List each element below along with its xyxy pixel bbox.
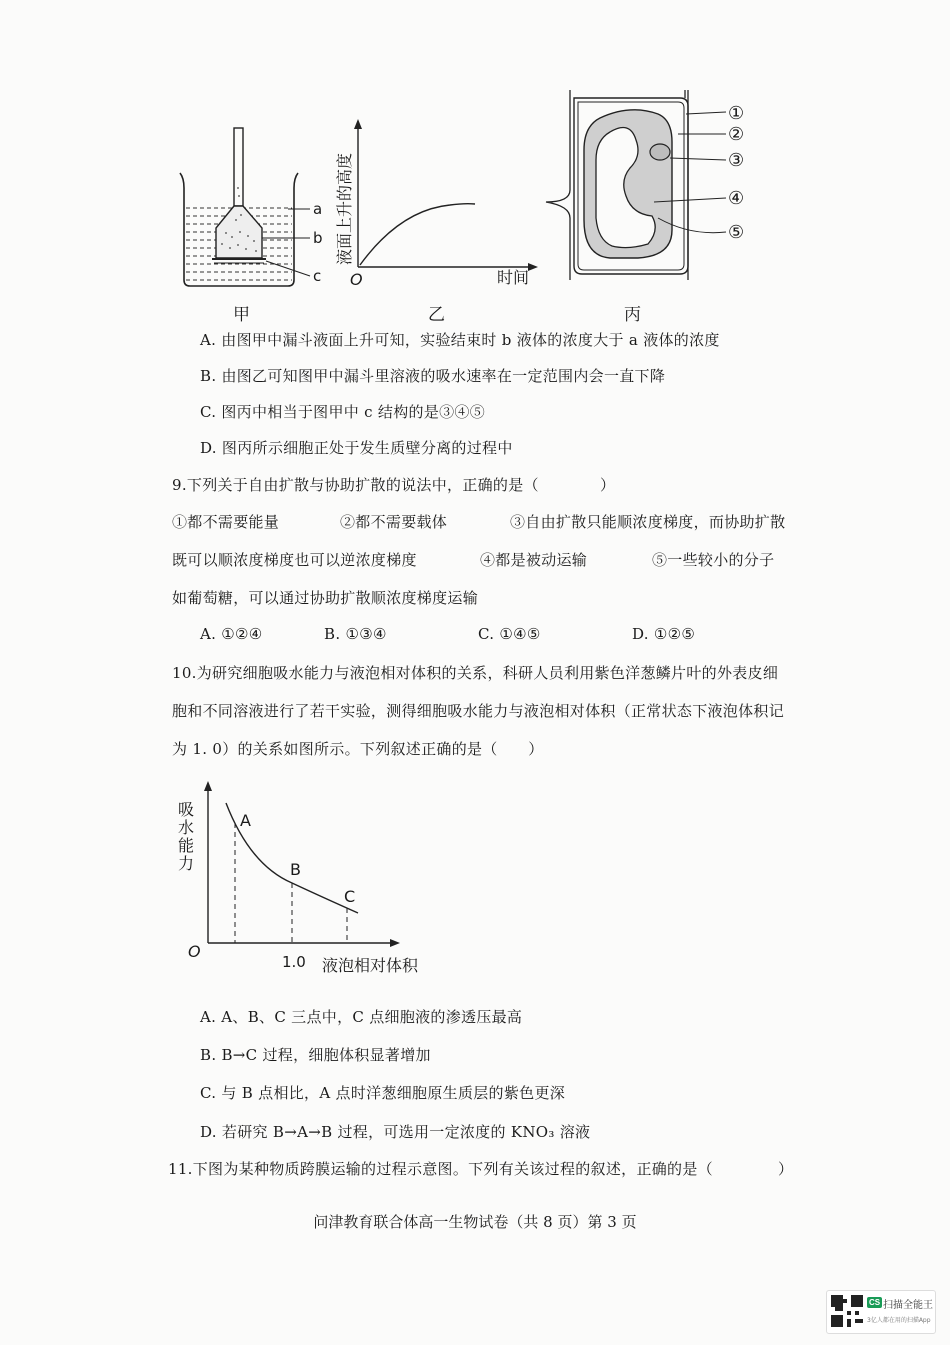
q10-option-b: B. B→C 过程，细胞体积显著增加 xyxy=(200,1046,431,1064)
q10-ylabel-char: 水 xyxy=(178,818,195,837)
figure-jia xyxy=(170,118,340,293)
figure-bing xyxy=(540,90,780,285)
q10-tick: 1.0 xyxy=(282,953,306,971)
q9-item-3a: ③自由扩散只能顺浓度梯度，而协助扩散 xyxy=(510,513,786,531)
scanner-logo: CS xyxy=(869,1298,881,1307)
qr-code-icon xyxy=(831,1295,863,1327)
label-b: b xyxy=(313,229,323,247)
q11-stem: 11.下图为某种物质跨膜运输的过程示意图。下列有关该过程的叙述，正确的是（ xyxy=(168,1160,713,1178)
q8-option-b: B. 由图乙可知图甲中漏斗里溶液的吸水速率在一定范围内会一直下降 xyxy=(200,367,666,385)
scanner-subtitle: 3亿人都在用的扫描App xyxy=(867,1317,931,1324)
q9-option-c: C. ①④⑤ xyxy=(478,625,541,643)
q9-option-a: A. ①②④ xyxy=(200,625,263,643)
bing-label-2: ② xyxy=(728,124,745,145)
q10-stem-line-1: 10.为研究细胞吸水能力与液泡相对体积的关系，科研人员利用紫色洋葱鳞片叶的外表皮细 xyxy=(172,664,779,682)
yi-xlabel: 时间 xyxy=(497,268,530,287)
q9-item-2: ②都不需要载体 xyxy=(340,513,448,531)
q9-item-5a: ⑤一些较小的分子 xyxy=(652,551,775,569)
figure-q10-chart xyxy=(170,775,430,980)
scanner-badge xyxy=(826,1290,936,1334)
bing-label-5: ⑤ xyxy=(728,222,745,243)
q10-ylabel-char: 力 xyxy=(178,854,195,873)
q10-option-a: A. A、B、C 三点中，C 点细胞液的渗透压最高 xyxy=(200,1008,523,1026)
q9-item-5b: 如葡萄糖，可以通过协助扩散顺浓度梯度运输 xyxy=(172,589,479,607)
q9-item-4: ④都是被动运输 xyxy=(480,551,588,569)
q8-option-c: C. 图丙中相当于图甲中 c 结构的是③④⑤ xyxy=(200,403,486,421)
q9-item-3b: 既可以顺浓度梯度也可以逆浓度梯度 xyxy=(172,551,417,569)
q10-stem-line-2: 胞和不同溶液进行了若干实验，测得细胞吸水能力与液泡相对体积（正常状态下液泡体积记 xyxy=(172,702,785,720)
label-c: c xyxy=(313,267,322,285)
q10-point-b: B xyxy=(290,860,301,879)
q10-xlabel: 液泡相对体积 xyxy=(322,956,419,975)
q10-ylabel-char: 吸 xyxy=(178,800,195,819)
q9-item-1: ①都不需要能量 xyxy=(172,513,280,531)
caption-bing: 丙 xyxy=(624,305,641,325)
q8-option-a: A. 由图甲中漏斗液面上升可知，实验结束时 b 液体的浓度大于 a 液体的浓度 xyxy=(200,331,720,349)
q10-origin: O xyxy=(188,942,201,961)
q9-option-b: B. ①③④ xyxy=(324,625,387,643)
q11-close-paren: ） xyxy=(778,1160,794,1178)
q9-stem: 9.下列关于自由扩散与协助扩散的说法中，正确的是（ ） xyxy=(172,476,616,494)
q8-option-d: D. 图丙所示细胞正处于发生质壁分离的过程中 xyxy=(200,439,513,457)
label-a: a xyxy=(313,200,323,218)
page-footer: 问津教育联合体高一生物试卷（共 8 页）第 3 页 xyxy=(313,1213,637,1231)
q10-ylabel xyxy=(178,800,194,873)
bing-label-1: ① xyxy=(728,103,745,124)
q10-option-c: C. 与 B 点相比，A 点时洋葱细胞原生质层的紫色更深 xyxy=(200,1084,566,1102)
q10-point-c: C xyxy=(344,887,356,906)
q9-option-d: D. ①②⑤ xyxy=(632,625,696,643)
q10-option-d: D. 若研究 B→A→B 过程，可选用一定浓度的 KNO₃ 溶液 xyxy=(200,1123,591,1141)
q10-stem-line-3: 为 1. 0）的关系如图所示。下列叙述正确的是（ ） xyxy=(172,740,544,758)
caption-jia: 甲 xyxy=(233,305,250,325)
figure-yi xyxy=(330,115,540,290)
scanner-title: 扫描全能王 xyxy=(883,1300,933,1311)
bing-label-3: ③ xyxy=(728,150,745,171)
yi-ylabel: 液面上升的高度 xyxy=(335,152,354,265)
bing-label-4: ④ xyxy=(728,188,745,209)
caption-yi: 乙 xyxy=(428,305,445,325)
q10-ylabel-char: 能 xyxy=(178,836,195,855)
q10-point-a: A xyxy=(240,811,251,830)
yi-origin: O xyxy=(350,270,363,289)
